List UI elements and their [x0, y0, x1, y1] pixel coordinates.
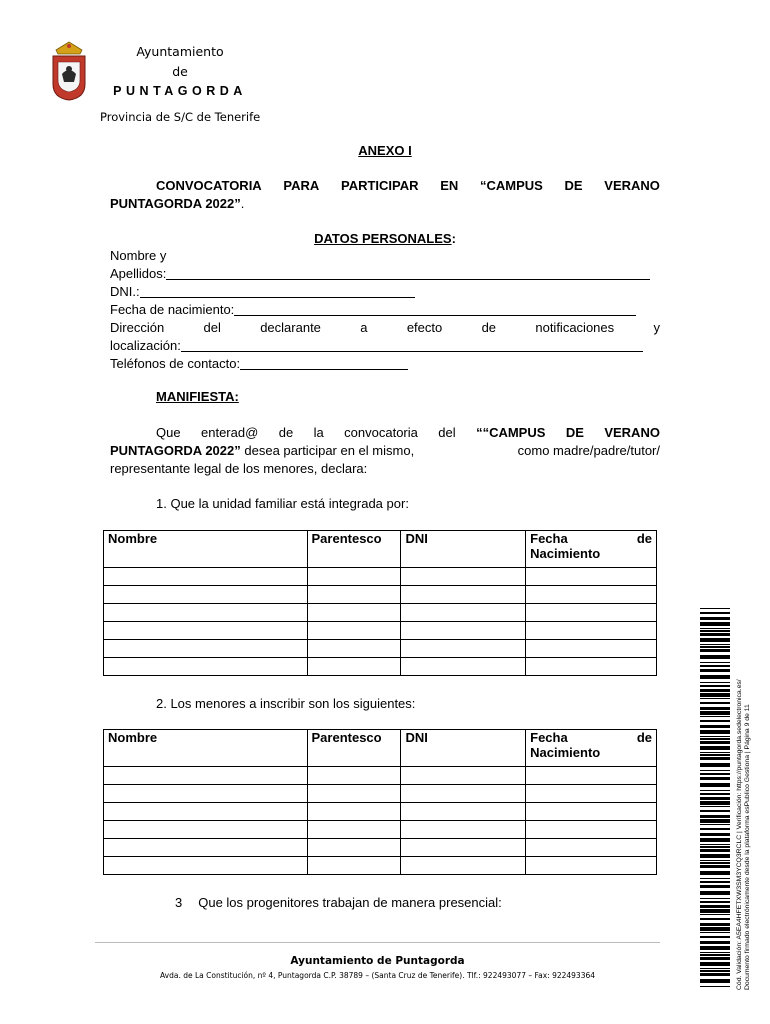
footer-name: Ayuntamiento de Puntagorda [290, 955, 465, 967]
direccion-row [110, 319, 660, 337]
table-row [104, 604, 657, 622]
table-row [104, 658, 657, 676]
footer-divider [95, 942, 660, 943]
man-word: DE [565, 425, 584, 440]
th-dni: DNI [401, 531, 526, 568]
th-nombre: Nombre [104, 730, 308, 767]
localizacion-field[interactable] [181, 339, 643, 352]
validation-barcode-icon [700, 608, 730, 988]
table-row [104, 622, 657, 640]
footer-address: Avda. de La Constitución, nº 4, Puntagorda C.P. 38789 – (Santa Cruz de Tenerife). Tlf.: 922493077 – Fax: 922493364 [159, 971, 596, 980]
man-word: la [313, 425, 324, 440]
table-row [104, 785, 657, 803]
localizacion-label: localización: [110, 338, 181, 353]
header-de: de [172, 64, 188, 79]
th-parentesco: Parentesco [307, 531, 401, 568]
table-row [104, 586, 657, 604]
table-row [104, 857, 657, 875]
minors-table [103, 729, 657, 875]
validation-text [736, 610, 752, 990]
convocatoria-heading [110, 177, 660, 213]
man-line3: representante legal de los menores, declara: [110, 461, 368, 476]
datos-form [110, 247, 660, 373]
dir-word: Dirección [110, 320, 165, 335]
item-2: 2. Los menores a inscribir son los siguientes: [156, 696, 416, 711]
table-row [104, 839, 657, 857]
dni-label: DNI.: [110, 284, 140, 299]
fecha-label: Fecha de nacimiento: [110, 302, 235, 317]
dir-word: a [360, 320, 368, 335]
dir-word: declarante [260, 320, 321, 335]
th-fecha: Fecha de Nacimiento [526, 531, 657, 568]
conv-word: DE [564, 178, 583, 193]
conv-word: EN [440, 178, 459, 193]
man-line2-bold: PUNTAGORDA 2022” [110, 443, 241, 458]
th-parentesco: Parentesco [307, 730, 401, 767]
th-nombre: Nombre [104, 531, 308, 568]
manifiesta-heading: MANIFIESTA: [156, 389, 239, 404]
dir-word: efecto [406, 320, 443, 335]
fecha-row [110, 301, 660, 319]
table-row [104, 568, 657, 586]
manifiesta-paragraph [110, 424, 660, 478]
conv-word: CONVOCATORIA [156, 178, 262, 193]
telefonos-row [110, 355, 660, 373]
fecha-field[interactable] [234, 303, 636, 316]
table-row [104, 640, 657, 658]
telefonos-field[interactable] [240, 357, 408, 370]
telefonos-label: Teléfonos de contacto: [110, 356, 241, 371]
conv-word: PARA [283, 178, 320, 193]
apellidos-row [110, 265, 660, 283]
table-row [104, 821, 657, 839]
man-word: enterad@ [201, 425, 259, 440]
validation-line-2: Documento firmado electrónicamente desde la plataforma esPublico Gestiona | Página 9 de 11 [744, 704, 751, 990]
conv-word: “CAMPUS [479, 178, 543, 193]
annex-title: ANEXO I [358, 143, 412, 158]
apellidos-field[interactable] [166, 267, 650, 280]
header-ayuntamiento: Ayuntamiento [136, 44, 224, 59]
municipal-crest-icon [50, 40, 88, 102]
datos-heading [110, 230, 660, 248]
conv-period: . [240, 196, 245, 211]
nombre-label: Nombre y [110, 248, 167, 263]
apellidos-label: Apellidos: [110, 266, 167, 281]
table-row [104, 767, 657, 785]
dir-word: de [481, 320, 497, 335]
conv-word: VERANO [604, 178, 660, 193]
conv-word: PARTICIPAR [340, 178, 419, 193]
man-word: convocatoria [344, 425, 418, 440]
th-fecha: Fecha de Nacimiento [526, 730, 657, 767]
man-word: de [278, 425, 294, 440]
item-3-text: Que los progenitores trabajan de manera presencial: [198, 895, 502, 910]
item-1: 1. Que la unidad familiar está integrada por: [156, 496, 409, 511]
header-town: PUNTAGORDA [113, 84, 247, 98]
man-word: VERANO [604, 425, 660, 440]
th-dni: DNI [401, 730, 526, 767]
validation-line-1: Cód. Validación: A5EA4HFETXW3SM3YCQ3RCLC | Verificación: https://puntagorda.sedelectronica.es/ [736, 679, 743, 990]
family-table [103, 530, 657, 676]
conv-line2: PUNTAGORDA 2022” [110, 196, 241, 211]
man-line2-mid: desea participar en el mismo, [244, 443, 415, 458]
dni-field[interactable] [140, 285, 415, 298]
dir-word: y [653, 320, 660, 335]
header-province: Provincia de S/C de Tenerife [100, 110, 261, 124]
man-word: ““CAMPUS [476, 425, 546, 440]
item-3 [175, 894, 502, 912]
item-3-number: 3 [175, 895, 183, 910]
datos-heading-colon: : [451, 231, 456, 246]
dir-word: notificaciones [535, 320, 615, 335]
datos-heading-text: DATOS PERSONALES [314, 231, 452, 246]
dir-word: del [203, 320, 221, 335]
table-row [104, 803, 657, 821]
dni-row [110, 283, 660, 301]
man-line2-end: como madre/padre/tutor/ [517, 443, 660, 458]
man-word: del [438, 425, 456, 440]
man-word: Que [156, 425, 181, 440]
localizacion-row [110, 337, 660, 355]
